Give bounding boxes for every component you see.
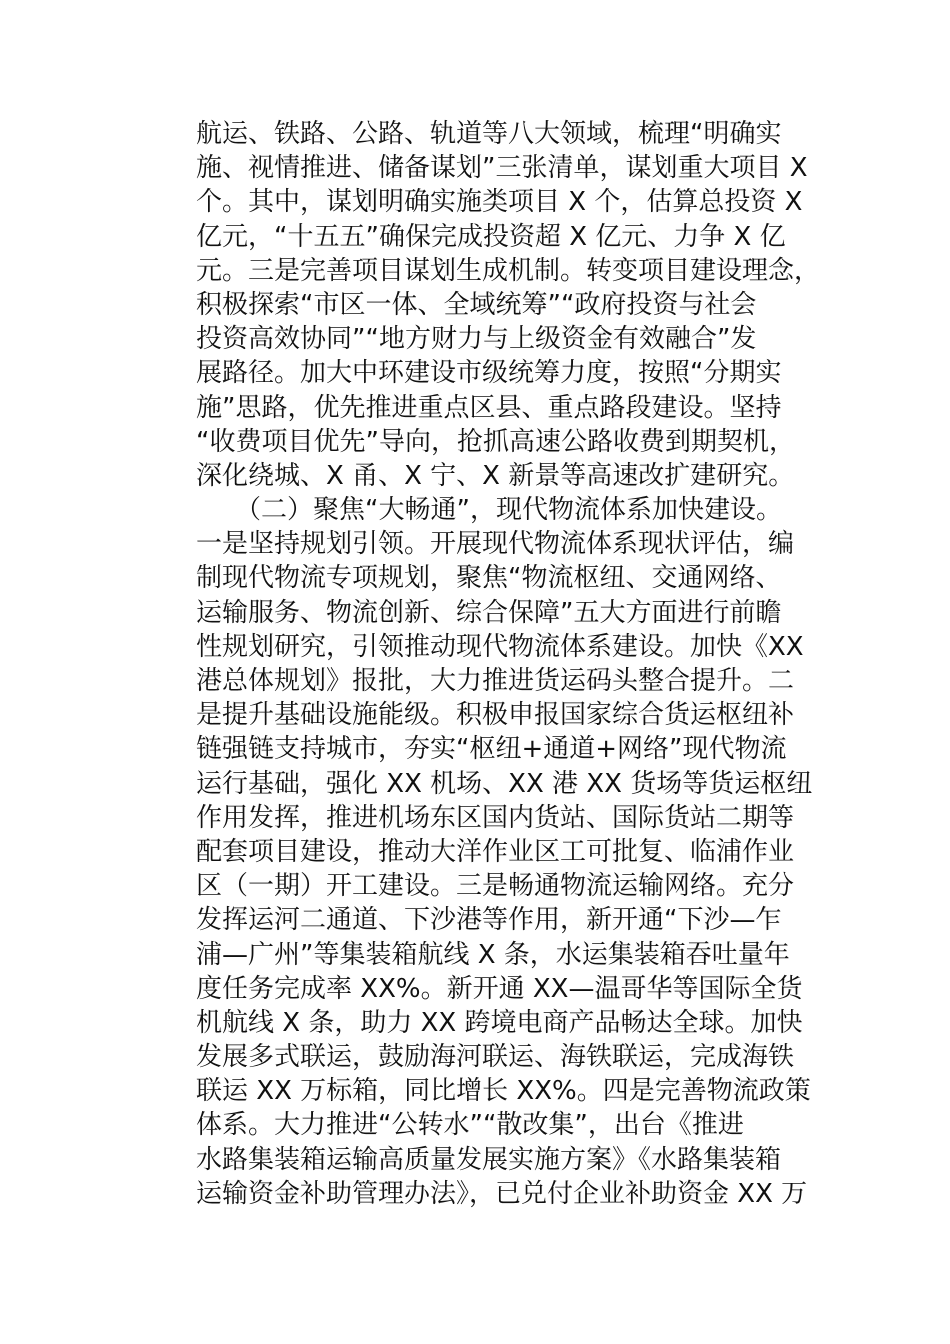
- text-line: 元。三是完善项目谋划生成机制。转变项目建设理念，: [196, 255, 821, 286]
- text-line: 制现代物流专项规划，聚焦“物流枢纽、交通网络、: [196, 563, 782, 594]
- text-line: 施、视情推进、储备谋划”三张清单，谋划重大项目 X: [196, 153, 808, 184]
- text-line: 度任务完成率 XX%。新开通 XX—温哥华等国际全货: [196, 973, 803, 1004]
- text-line: 链强链支持城市，夯实“枢纽+通道+网络”现代物流: [196, 734, 787, 765]
- text-line: 发挥运河二通道、下沙港等作用，新开通“下沙—乍: [196, 905, 782, 936]
- text-line: 区（一期）开工建设。三是畅通物流运输网络。充分: [196, 871, 795, 902]
- text-line: 亿元，“十五五”确保完成投资超 X 亿元、力争 X 亿: [196, 221, 786, 252]
- body-text: [196, 117, 836, 1211]
- text-line: 航运、铁路、公路、轨道等八大领域，梳理“明确实: [196, 119, 782, 149]
- text-line: 体系。大力推进“公转水”“散改集”，出台《推进: [196, 1110, 744, 1141]
- text-line: 水路集装箱运输高质量发展实施方案》《水路集装箱: [196, 1144, 782, 1175]
- text-line: 投资高效协同”“地方财力与上级资金有效融合”发: [196, 324, 757, 355]
- text-line: 发展多式联运，鼓励海河联运、海铁联运，完成海铁: [196, 1042, 795, 1073]
- text-line: 配套项目建设，推动大洋作业区工可批复、临浦作业: [196, 836, 795, 867]
- text-line: 一是坚持规划引领。开展现代物流体系现状评估，编: [196, 529, 795, 560]
- text-line: 是提升基础设施能级。积极申报国家综合货运枢纽补: [196, 700, 795, 731]
- text-line: 联运 XX 万标箱，同比增长 XX%。四是完善物流政策: [196, 1076, 811, 1107]
- section-heading-line: （二）聚焦“大畅通”，现代物流体系加快建设。: [196, 495, 782, 526]
- text-line: 展路径。加大中环建设市级统筹力度，按照“分期实: [196, 358, 782, 389]
- text-line: 运输资金补助管理办法》，已兑付企业补助资金 XX 万: [196, 1178, 808, 1209]
- text-line: 性规划研究，引领推动现代物流体系建设。加快《XX: [196, 631, 804, 662]
- text-line: “收费项目优先”导向，抢抓高速公路收费到期契机，: [196, 426, 795, 457]
- text-line: 作用发挥，推进机场东区国内货站、国际货站二期等: [196, 802, 795, 833]
- text-line: 机航线 X 条，助力 XX 跨境电商产品畅达全球。加快: [196, 1007, 803, 1038]
- text-line: 运行基础，强化 XX 机场、XX 港 XX 货场等货运枢纽: [196, 768, 813, 799]
- text-line: 个。其中，谋划明确实施类项目 X 个，估算总投资 X: [196, 187, 803, 218]
- text-line: 浦—广州”等集装箱航线 X 条，水运集装箱吞吐量年: [196, 939, 790, 970]
- text-line: 深化绕城、X 甬、X 宁、X 新景等高速改扩建研究。: [196, 460, 795, 491]
- text-line: 运输服务、物流创新、综合保障”五大方面进行前瞻: [196, 597, 782, 628]
- text-line: 港总体规划》报批，大力推进货运码头整合提升。二: [196, 666, 795, 696]
- text-line: 施”思路，优先推进重点区县、重点路段建设。坚持: [196, 392, 782, 423]
- text-line: 积极探索“市区一体、全域统筹”“政府投资与社会: [196, 289, 757, 320]
